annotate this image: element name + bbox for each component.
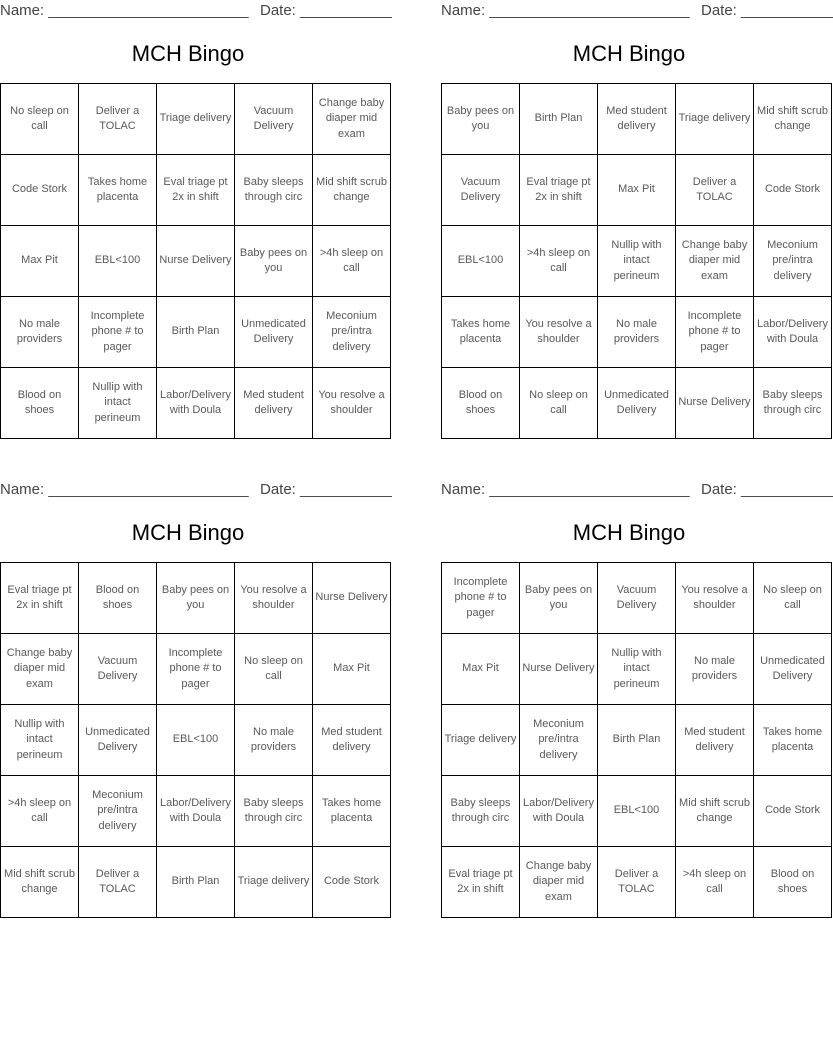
bingo-cell: >4h sleep on call <box>1 776 79 847</box>
bingo-cell: Med student delivery <box>598 84 676 155</box>
bingo-row <box>442 705 832 776</box>
bingo-cell: Incomplete phone # to pager <box>442 563 520 634</box>
bingo-cell: Med student delivery <box>676 705 754 776</box>
bingo-cell: Labor/Delivery with Doula <box>157 776 235 847</box>
bingo-cell: Unmedicated Delivery <box>754 634 832 705</box>
bingo-cell: Vacuum Delivery <box>79 634 157 705</box>
bingo-row <box>1 297 391 368</box>
bingo-grid <box>441 562 832 918</box>
bingo-row <box>442 563 832 634</box>
bingo-cell: Incomplete phone # to pager <box>157 634 235 705</box>
bingo-cell: Eval triage pt 2x in shift <box>520 155 598 226</box>
bingo-cell: Deliver a TOLAC <box>79 847 157 918</box>
bingo-cell: Max Pit <box>442 634 520 705</box>
bingo-cell: Birth Plan <box>520 84 598 155</box>
bingo-row <box>442 847 832 918</box>
card-title: MCH Bingo <box>131 520 245 545</box>
bingo-cell: Nurse Delivery <box>520 634 598 705</box>
bingo-row <box>442 776 832 847</box>
bingo-cell: Med student delivery <box>235 368 313 439</box>
bingo-cell: Birth Plan <box>157 847 235 918</box>
bingo-cell: You resolve a shoulder <box>313 368 391 439</box>
bingo-card <box>441 0 833 440</box>
bingo-cell: Takes home placenta <box>442 297 520 368</box>
card-header <box>0 1 392 21</box>
bingo-cell: Change baby diaper mid exam <box>1 634 79 705</box>
bingo-cell: Blood on shoes <box>79 563 157 634</box>
bingo-cell: Labor/Delivery with Doula <box>520 776 598 847</box>
bingo-cell: Nullip with intact perineum <box>598 634 676 705</box>
bingo-cell: Baby sleeps through circ <box>754 368 832 439</box>
bingo-row <box>1 155 391 226</box>
bingo-row <box>1 776 391 847</box>
bingo-cell: Blood on shoes <box>442 368 520 439</box>
bingo-cell: Triage delivery <box>442 705 520 776</box>
bingo-cell: Unmedicated Delivery <box>79 705 157 776</box>
bingo-cell: Birth Plan <box>157 297 235 368</box>
bingo-cell: >4h sleep on call <box>520 226 598 297</box>
bingo-cell: >4h sleep on call <box>313 226 391 297</box>
bingo-cell: Code Stork <box>754 776 832 847</box>
bingo-cell: EBL<100 <box>79 226 157 297</box>
bingo-cell: Change baby diaper mid exam <box>676 226 754 297</box>
bingo-cell: Baby pees on you <box>235 226 313 297</box>
bingo-row <box>1 705 391 776</box>
date-field: Date: ___________ <box>701 481 833 498</box>
bingo-row <box>442 226 832 297</box>
bingo-cell: Vacuum Delivery <box>442 155 520 226</box>
bingo-cell: Baby sleeps through circ <box>235 155 313 226</box>
bingo-cell: No male providers <box>235 705 313 776</box>
bingo-cell: Med student delivery <box>313 705 391 776</box>
bingo-cell: Meconium pre/intra delivery <box>79 776 157 847</box>
bingo-cell: Baby pees on you <box>157 563 235 634</box>
date-field: Date: ___________ <box>701 2 833 19</box>
bingo-card <box>0 479 392 919</box>
bingo-cell: Incomplete phone # to pager <box>79 297 157 368</box>
bingo-cell: No sleep on call <box>754 563 832 634</box>
bingo-cell: Code Stork <box>754 155 832 226</box>
bingo-row <box>442 297 832 368</box>
bingo-cell: EBL<100 <box>442 226 520 297</box>
bingo-cell: Meconium pre/intra delivery <box>313 297 391 368</box>
bingo-cell: Baby sleeps through circ <box>235 776 313 847</box>
card-title: MCH Bingo <box>572 41 686 66</box>
card-title: MCH Bingo <box>131 41 245 66</box>
bingo-cell: Takes home placenta <box>79 155 157 226</box>
bingo-cell: Max Pit <box>313 634 391 705</box>
bingo-cell: Unmedicated Delivery <box>235 297 313 368</box>
bingo-cell: Nullip with intact perineum <box>598 226 676 297</box>
bingo-cell: Max Pit <box>1 226 79 297</box>
bingo-cell: Eval triage pt 2x in shift <box>1 563 79 634</box>
bingo-cell: EBL<100 <box>157 705 235 776</box>
name-field: Name: ________________________ <box>0 2 249 19</box>
bingo-cell: EBL<100 <box>598 776 676 847</box>
bingo-cell: Max Pit <box>598 155 676 226</box>
bingo-cell: Deliver a TOLAC <box>79 84 157 155</box>
bingo-cell: Meconium pre/intra delivery <box>754 226 832 297</box>
bingo-cell: Labor/Delivery with Doula <box>754 297 832 368</box>
card-header <box>0 480 392 500</box>
bingo-cell: Code Stork <box>1 155 79 226</box>
bingo-cell: Blood on shoes <box>754 847 832 918</box>
bingo-cell: Unmedicated Delivery <box>598 368 676 439</box>
bingo-cell: Mid shift scrub change <box>313 155 391 226</box>
bingo-cell: Eval triage pt 2x in shift <box>157 155 235 226</box>
bingo-grid <box>441 83 832 439</box>
bingo-cell: Birth Plan <box>598 705 676 776</box>
date-field: Date: ___________ <box>260 2 392 19</box>
bingo-card <box>441 479 833 919</box>
bingo-cell: Nurse Delivery <box>313 563 391 634</box>
bingo-cell: Deliver a TOLAC <box>598 847 676 918</box>
bingo-cell: Triage delivery <box>676 84 754 155</box>
bingo-cell: Vacuum Delivery <box>598 563 676 634</box>
name-field: Name: ________________________ <box>441 481 690 498</box>
bingo-cell: Takes home placenta <box>754 705 832 776</box>
bingo-cell: You resolve a shoulder <box>520 297 598 368</box>
bingo-cell: You resolve a shoulder <box>235 563 313 634</box>
bingo-cell: Nurse Delivery <box>157 226 235 297</box>
bingo-row <box>442 155 832 226</box>
bingo-cell: Mid shift scrub change <box>754 84 832 155</box>
bingo-cell: No sleep on call <box>1 84 79 155</box>
bingo-cell: No sleep on call <box>235 634 313 705</box>
bingo-cell: Triage delivery <box>235 847 313 918</box>
bingo-cell: Nullip with intact perineum <box>79 368 157 439</box>
bingo-cell: >4h sleep on call <box>676 847 754 918</box>
bingo-cell: Deliver a TOLAC <box>676 155 754 226</box>
bingo-cell: Baby sleeps through circ <box>442 776 520 847</box>
bingo-cell: Code Stork <box>313 847 391 918</box>
bingo-row <box>442 84 832 155</box>
bingo-cell: Blood on shoes <box>1 368 79 439</box>
bingo-row <box>1 226 391 297</box>
name-field: Name: ________________________ <box>441 2 690 19</box>
bingo-cell: No sleep on call <box>520 368 598 439</box>
bingo-cell: Nullip with intact perineum <box>1 705 79 776</box>
bingo-cell: No male providers <box>1 297 79 368</box>
card-title: MCH Bingo <box>572 520 686 545</box>
bingo-cell: Baby pees on you <box>442 84 520 155</box>
bingo-cell: Baby pees on you <box>520 563 598 634</box>
bingo-cell: No male providers <box>598 297 676 368</box>
bingo-cell: Eval triage pt 2x in shift <box>442 847 520 918</box>
bingo-cell: Mid shift scrub change <box>1 847 79 918</box>
card-header <box>441 1 833 21</box>
bingo-row <box>1 847 391 918</box>
bingo-card <box>0 0 392 440</box>
bingo-grid <box>0 562 391 918</box>
bingo-cell: Change baby diaper mid exam <box>313 84 391 155</box>
bingo-cell: Takes home placenta <box>313 776 391 847</box>
date-field: Date: ___________ <box>260 481 392 498</box>
bingo-cell: No male providers <box>676 634 754 705</box>
bingo-cell: Vacuum Delivery <box>235 84 313 155</box>
card-header <box>441 480 833 500</box>
bingo-row <box>1 368 391 439</box>
bingo-cell: Nurse Delivery <box>676 368 754 439</box>
bingo-cell: Change baby diaper mid exam <box>520 847 598 918</box>
bingo-cell: Triage delivery <box>157 84 235 155</box>
bingo-row <box>1 84 391 155</box>
bingo-cell: Mid shift scrub change <box>676 776 754 847</box>
bingo-row <box>442 368 832 439</box>
bingo-row <box>442 634 832 705</box>
bingo-cell: Labor/Delivery with Doula <box>157 368 235 439</box>
bingo-cell: Incomplete phone # to pager <box>676 297 754 368</box>
name-field: Name: ________________________ <box>0 481 249 498</box>
bingo-cell: You resolve a shoulder <box>676 563 754 634</box>
bingo-grid <box>0 83 391 439</box>
bingo-row <box>1 563 391 634</box>
bingo-row <box>1 634 391 705</box>
bingo-cell: Meconium pre/intra delivery <box>520 705 598 776</box>
